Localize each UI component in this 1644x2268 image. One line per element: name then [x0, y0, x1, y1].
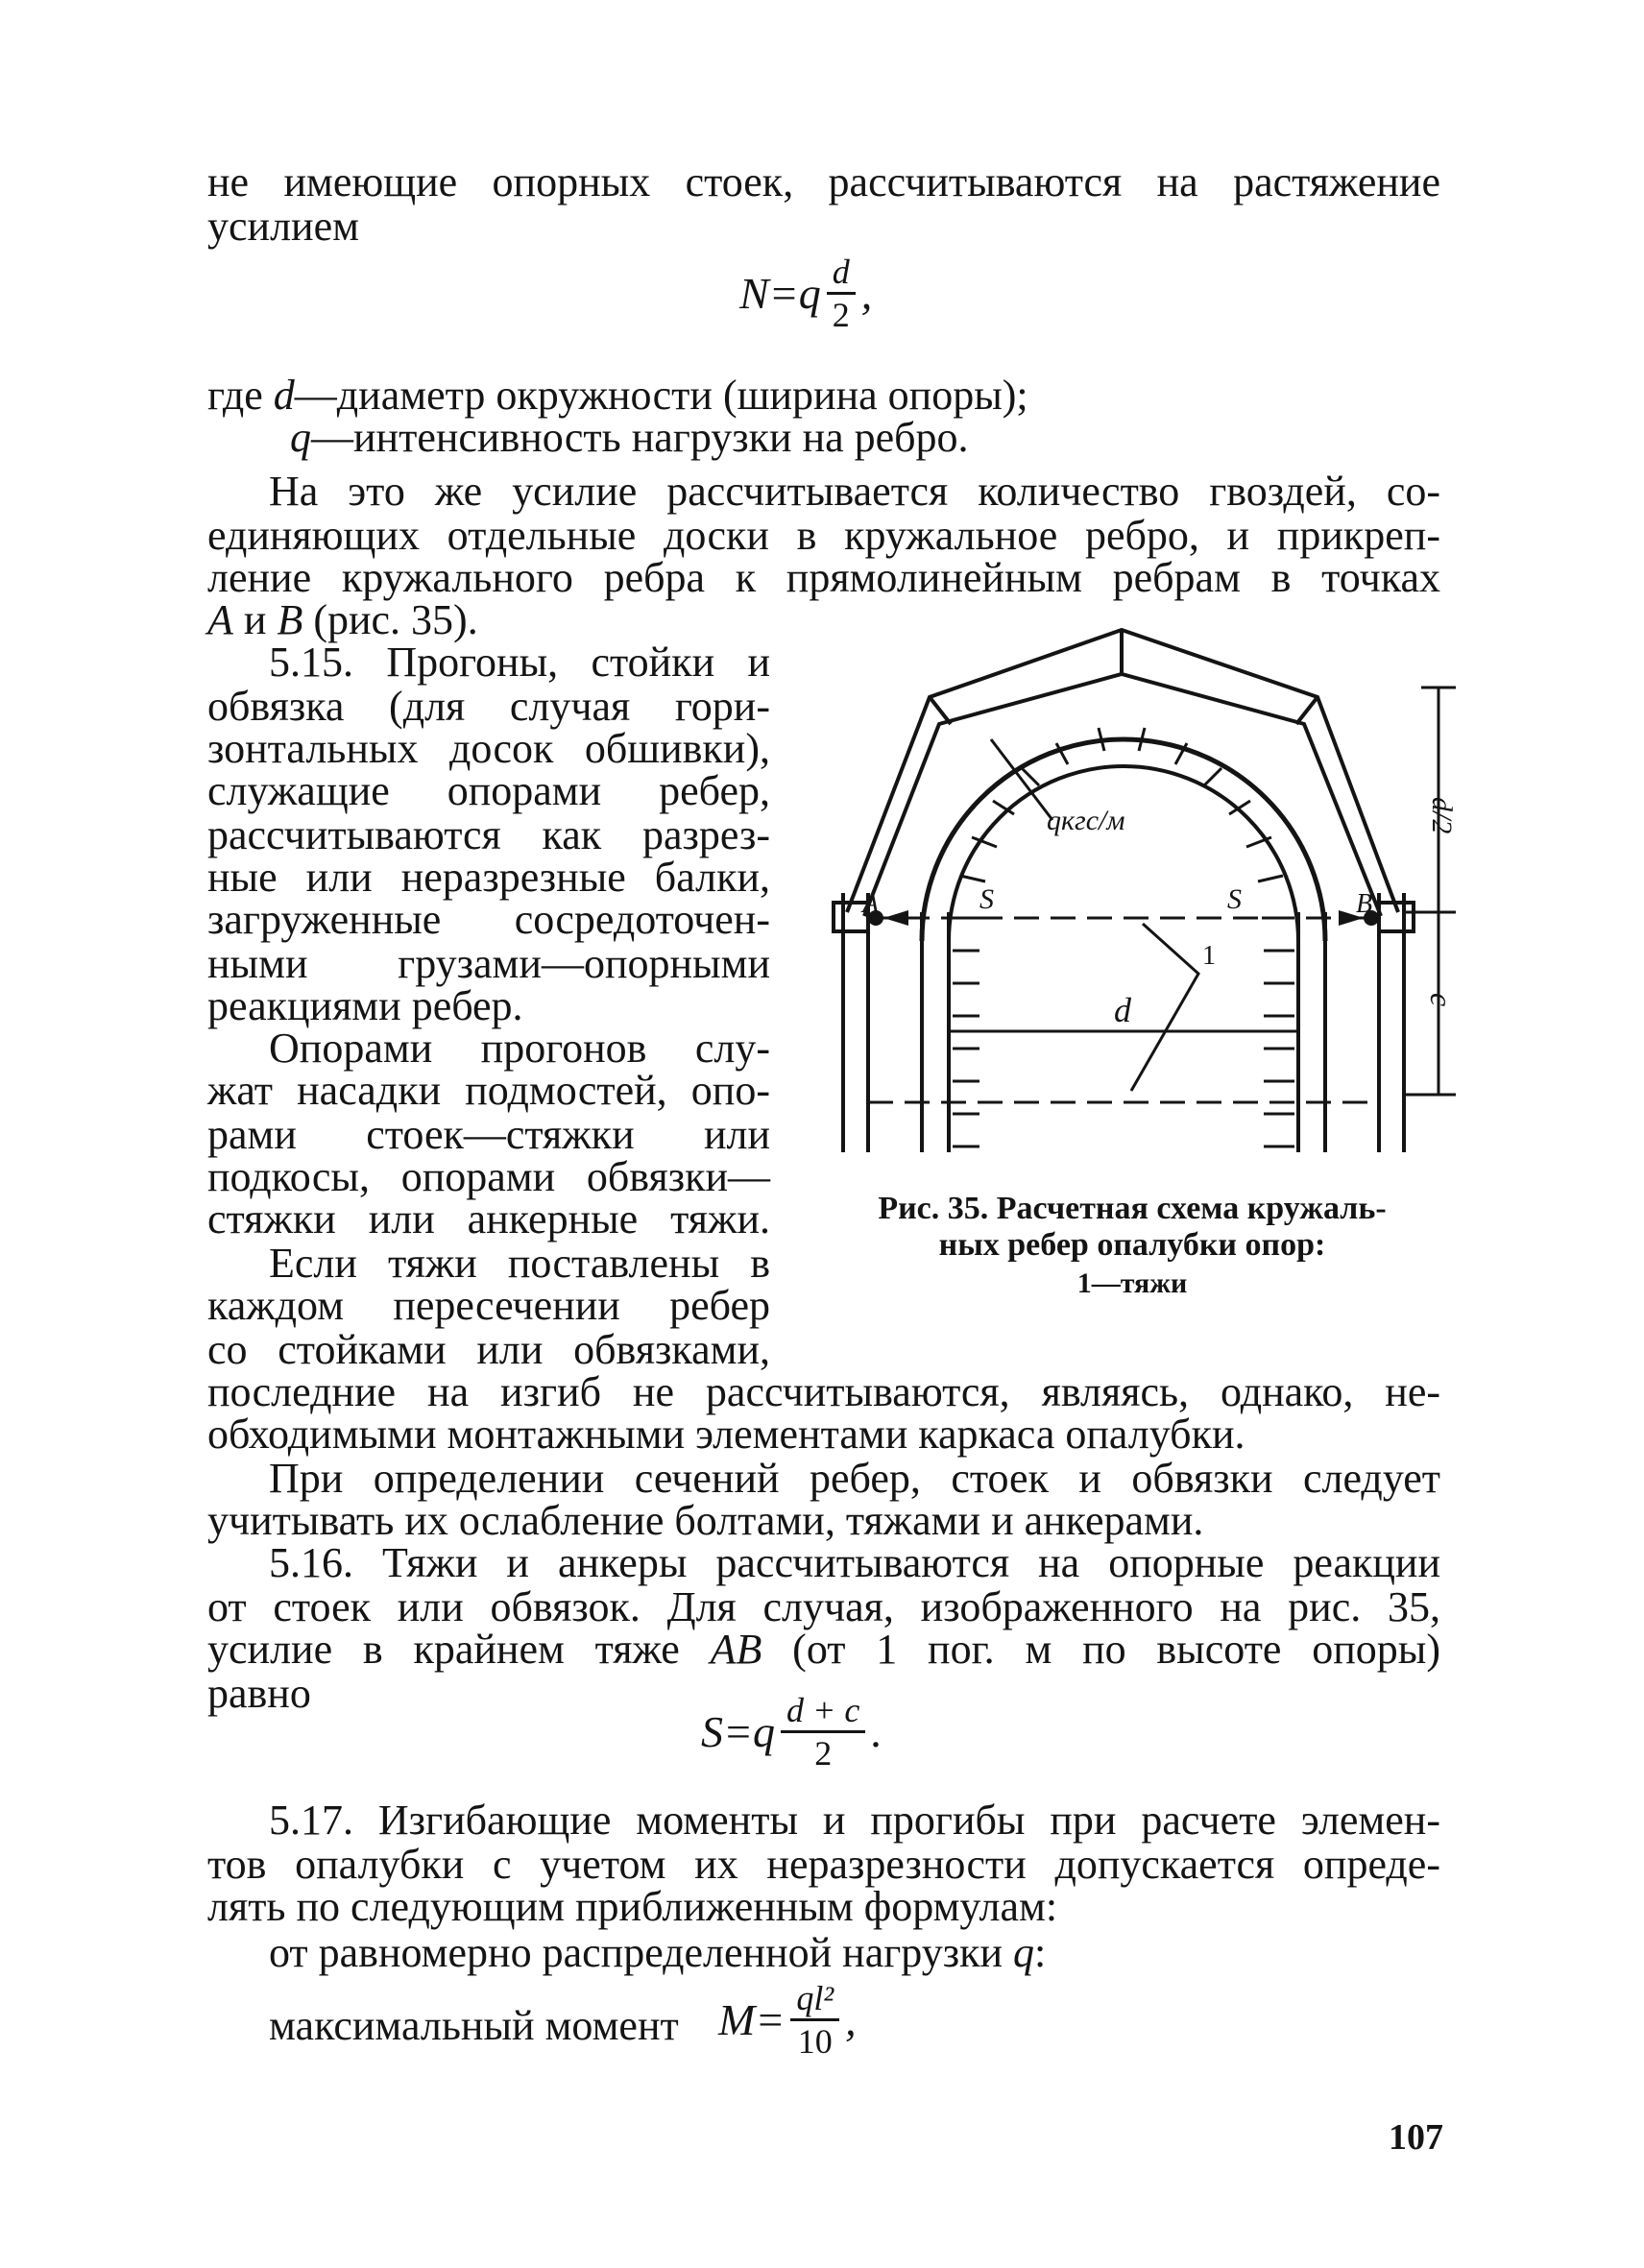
text-line: жат насадки подмостей, опо-	[207, 1067, 770, 1114]
text-line: учитывать их ослабление болтами, тяжами и анкерами.	[207, 1497, 1204, 1544]
text-line: 5.15. Прогоны, стойки и	[269, 639, 770, 686]
tie-leader	[1131, 924, 1198, 1091]
fraction-numerator: ql²	[790, 1978, 839, 2021]
formula-tail: ,	[845, 1995, 857, 2044]
text-line: обходимыми монтажными элементами каркаса опалубки.	[207, 1411, 1245, 1458]
text-fragment: и	[232, 596, 278, 643]
text-line: усилием	[207, 203, 359, 250]
label-tie-1: 1	[1202, 941, 1216, 971]
formula-lhs: M=	[718, 1995, 786, 2044]
definition-text: —интенсивность нагрузки на ребро.	[311, 414, 969, 461]
text-line: не имеющие опорных стоек, рассчитываются на растяжение	[207, 158, 1440, 205]
page-number: 107	[1389, 2117, 1443, 2158]
right-joint	[1296, 697, 1318, 724]
text-line: рассчитываются как разрез-	[207, 811, 770, 858]
text-line: служащие опорами ребер,	[207, 767, 770, 814]
formula-fraction	[827, 252, 856, 335]
text-line: ными грузами—опорными	[207, 940, 770, 987]
text-line: рами стоек—стяжки или	[207, 1111, 770, 1158]
text-line: максимальный момент	[269, 2002, 679, 2049]
fraction-denominator: 2	[814, 1734, 833, 1773]
label-d: d	[1114, 991, 1131, 1029]
text-line: 5.17. Изгибающие моменты и прогибы при расчете элемен-	[269, 1797, 1440, 1844]
formula-m	[718, 1978, 857, 2062]
definition-text: —диаметр окружности (ширина опоры);	[294, 372, 1028, 419]
formula-tail: ,	[860, 269, 873, 318]
arch-inner	[949, 766, 1298, 941]
text-line: стяжки или анкерные тяжи.	[207, 1195, 770, 1243]
definition-line	[290, 415, 969, 461]
fraction-denominator: 10	[797, 2022, 833, 2061]
text-line: При определении сечений ребер, стоек и обвязки следует	[269, 1455, 1440, 1502]
symbol-q: q	[290, 414, 311, 461]
fraction-denominator: 2	[832, 296, 850, 334]
text-line: Опорами прогонов слу-	[269, 1025, 770, 1072]
text-line: последние на изгиб не рассчитываются, являясь, однако, не-	[207, 1368, 1440, 1415]
label-s-right: S	[1227, 883, 1242, 915]
text-line: На это же усилие рассчитывается количество гвоздей, со-	[269, 468, 1440, 515]
label-s-left: S	[979, 883, 994, 915]
text-line	[269, 1930, 1046, 1976]
definition-line	[207, 373, 1028, 419]
text-line: единяющих отдельные доски в кружальное ребро, и прикреп-	[207, 512, 1440, 559]
text-fragment: :	[1034, 1929, 1047, 1976]
left-joint	[930, 697, 951, 724]
figure-caption-line: ных ребер опалубки опор:	[938, 1227, 1326, 1263]
text-line: ление кружального ребра к прямолинейным ребрам в точках	[207, 554, 1440, 601]
formula-s	[701, 1690, 882, 1773]
text-line	[207, 1627, 1440, 1673]
figure-caption-legend: 1—тяжи	[1076, 1267, 1188, 1299]
figure-caption-line: Рис. 35. Расчетная схема кружаль-	[878, 1191, 1387, 1226]
text-fragment: (рис. 35).	[302, 596, 478, 643]
label-b: B	[1356, 889, 1373, 919]
symbol-d: d	[273, 372, 295, 419]
text-line	[207, 597, 478, 643]
load-arrows-sides	[953, 951, 1294, 1146]
formula-lhs: S=q	[701, 1707, 776, 1756]
label-c: c	[1424, 993, 1459, 1007]
formula-fraction	[781, 1690, 865, 1773]
arrow-s-left	[883, 910, 908, 926]
label-d-half: d/2	[1426, 797, 1458, 834]
formula-fraction	[790, 1978, 839, 2062]
text-fragment: усилие в крайнем тяже	[207, 1626, 711, 1673]
label-q: qкгс/м	[1047, 805, 1125, 836]
text-line: обвязка (для случая гори-	[207, 683, 770, 730]
formula-lhs: N=q	[739, 269, 821, 318]
text-line: каждом пересечении ребер	[207, 1282, 770, 1329]
text-line: реакциями ребер.	[207, 982, 523, 1029]
text-line: лять по следующим приближенным формулам:	[207, 1883, 1058, 1930]
text-line: подкосы, опорами обвязки—	[207, 1153, 770, 1200]
text-line: равно	[207, 1670, 311, 1717]
fraction-numerator: d + c	[781, 1690, 865, 1733]
text-line: ные или неразрезные балки,	[207, 854, 770, 901]
symbol-q: q	[1013, 1929, 1035, 1976]
formula-tail: .	[871, 1707, 882, 1756]
text-line: 5.16. Тяжи и анкеры рассчитываются на опорные реакции	[269, 1539, 1440, 1586]
label-a: A	[862, 889, 880, 919]
text-line: от стоек или обвязок. Для случая, изображенного на рис. 35,	[207, 1583, 1440, 1630]
text-line: загруженные сосредоточен-	[207, 896, 770, 943]
text-line: Если тяжи поставлены в	[269, 1240, 770, 1287]
fraction-numerator: d	[827, 252, 856, 295]
formula-n	[739, 252, 872, 335]
symbol-ab: AB	[710, 1626, 762, 1673]
text-fragment: (от 1 пог. м по высоте опоры)	[762, 1626, 1440, 1673]
figure-35-diagram	[826, 624, 1460, 1162]
text-line: тов опалубки с учетом их неразрезности допускается опреде-	[207, 1841, 1440, 1888]
where-prefix: где	[207, 372, 274, 419]
text-fragment: от равномерно распределенной нагрузки	[269, 1929, 1014, 1976]
text-line: зонтальных досок обшивки),	[207, 725, 770, 772]
point-b-ref: B	[277, 596, 303, 643]
text-line: со стойками или обвязками,	[207, 1326, 770, 1373]
point-a-ref: A	[207, 596, 233, 643]
